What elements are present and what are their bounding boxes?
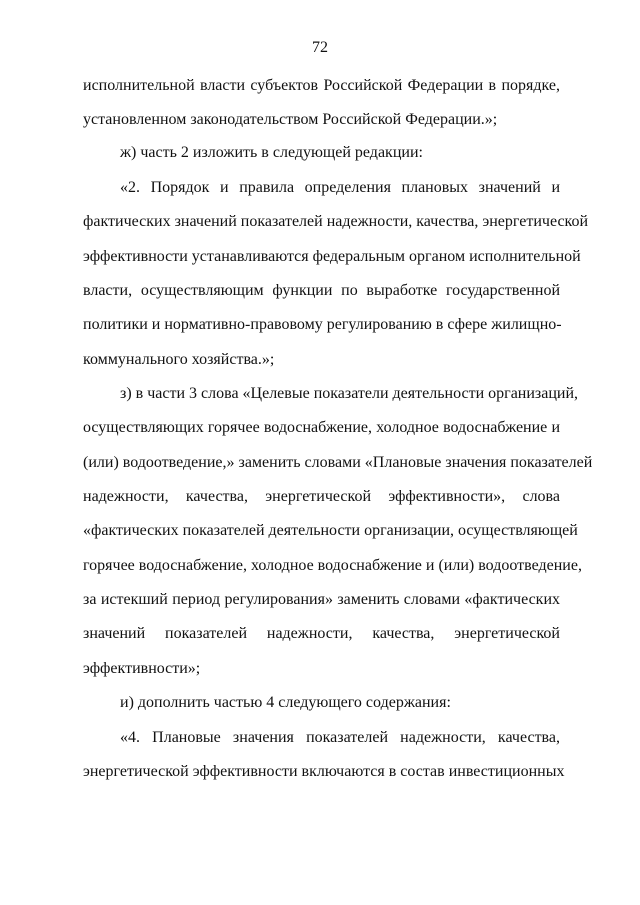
text-line: фактических значений показателей надежности, качества, энергетической (83, 213, 589, 230)
text-line: горячее водоснабжение, холодное водоснабжение и (или) водоотведение, (83, 557, 582, 574)
text-line: власти, осуществляющим функции по выработке государственной (83, 282, 560, 299)
text-line: з) в части 3 слова «Целевые показатели деятельности организаций, (120, 385, 579, 402)
text-line: ж) часть 2 изложить в следующей редакции: (120, 144, 423, 161)
text-line: «4. Плановые значения показателей надежности, качества, (120, 729, 560, 746)
text-line: значений показателей надежности, качества, энергетической (83, 625, 560, 642)
text-line: «фактических показателей деятельности организации, осуществляющей (83, 522, 578, 539)
text-line: и) дополнить частью 4 следующего содержания: (120, 694, 451, 711)
text-line: (или) водоотведение,» заменить словами «Плановые значения показателей (83, 454, 593, 471)
text-line: за истекший период регулирования» заменить словами «фактических (83, 591, 560, 608)
text-line: установленном законодательством Российской Федерации.»; (83, 111, 498, 128)
text-line: «2. Порядок и правила определения плановых значений и (120, 179, 560, 196)
page-number: 72 (312, 39, 328, 56)
text-line: коммунального хозяйства.»; (83, 351, 275, 368)
text-line: энергетической эффективности включаются в состав инвестиционных (83, 763, 565, 780)
text-line: эффективности»; (83, 660, 201, 677)
text-line: осуществляющих горячее водоснабжение, холодное водоснабжение и (83, 419, 560, 436)
text-line: исполнительной власти субъектов Российской Федерации в порядке, (83, 77, 560, 94)
text-line: надежности, качества, энергетической эффективности», слова (83, 488, 560, 505)
text-line: эффективности устанавливаются федеральным органом исполнительной (83, 248, 581, 265)
text-line: политики и нормативно-правовому регулированию в сфере жилищно- (83, 316, 562, 333)
